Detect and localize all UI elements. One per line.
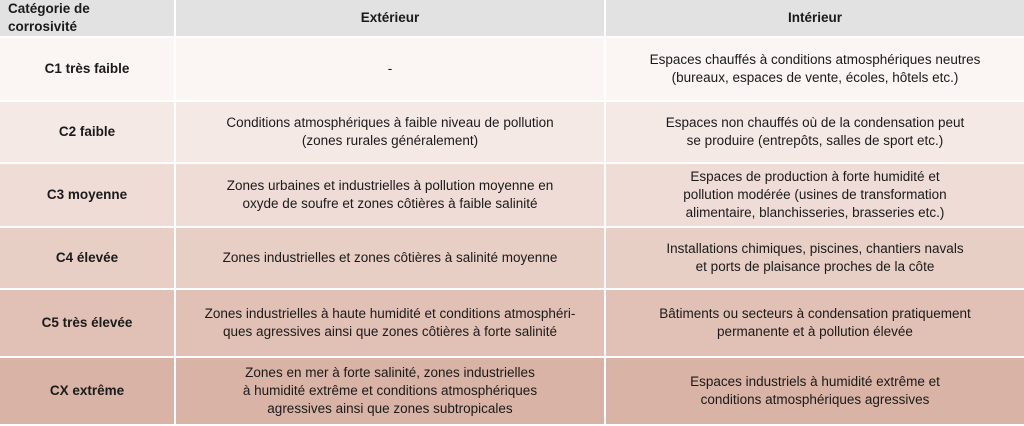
table-row [0, 227, 1024, 289]
interior-cell [605, 163, 1024, 227]
exterior-line: Zones industrielles à haute humidité et conditions atmosphéri- [204, 306, 576, 321]
exterior-cell [175, 227, 605, 289]
header-interior: Intérieur [605, 0, 1024, 37]
interior-line: Espaces chauffés à conditions atmosphériques neutres [649, 52, 981, 67]
interior-line: permanente et à pollution élevée [717, 324, 913, 339]
interior-cell [605, 37, 1024, 101]
header-row [0, 0, 1024, 37]
exterior-line: à humidité extrême et conditions atmosphériques [242, 383, 538, 398]
category-cell: CX extrême [0, 357, 175, 425]
interior-line: Espaces de production à forte humidité et [690, 169, 940, 184]
interior-line: pollution modérée (usines de transformation [683, 187, 947, 202]
interior-line: Installations chimiques, piscines, chantiers navals [666, 241, 964, 256]
table-row [0, 357, 1024, 425]
header-category: Catégorie de corrosivité [0, 0, 175, 37]
category-cell: C5 très élevée [0, 289, 175, 357]
category-cell: C4 élevée [0, 227, 175, 289]
table-header [0, 0, 1024, 37]
interior-line: conditions atmosphériques agressives [700, 392, 930, 407]
exterior-line: Zones urbaines et industrielles à pollution moyenne en [226, 178, 554, 193]
category-cell: C3 moyenne [0, 163, 175, 227]
category-cell: C2 faible [0, 101, 175, 163]
interior-line: Espaces industriels à humidité extrême et [690, 374, 940, 389]
interior-line: alimentaire, blanchisseries, brasseries etc.) [685, 205, 945, 220]
interior-cell [605, 357, 1024, 425]
exterior-cell [175, 101, 605, 163]
header-exterior: Extérieur [175, 0, 605, 37]
interior-cell [605, 289, 1024, 357]
interior-line: Bâtiments ou secteurs à condensation pratiquement [659, 306, 971, 321]
table-row [0, 163, 1024, 227]
exterior-line: Conditions atmosphériques à faible niveau de pollution [226, 115, 554, 130]
interior-cell [605, 101, 1024, 163]
exterior-cell [175, 37, 605, 101]
table-row [0, 101, 1024, 163]
interior-line: Espaces non chauffés où de la condensation peut [665, 115, 965, 130]
exterior-line: oxyde de soufre et zones côtières à faible salinité [242, 196, 538, 211]
exterior-line: Zones en mer à forte salinité, zones industrielles [245, 365, 535, 380]
interior-cell [605, 227, 1024, 289]
exterior-cell [175, 357, 605, 425]
exterior-cell [175, 289, 605, 357]
exterior-line: - [387, 61, 393, 76]
table-body [0, 37, 1024, 425]
interior-line: se produire (entrepôts, salles de sport etc.) [686, 133, 944, 148]
exterior-cell [175, 163, 605, 227]
interior-line: (bureaux, espaces de vente, écoles, hôtels etc.) [671, 70, 959, 85]
exterior-line: Zones industrielles et zones côtières à salinité moyenne [222, 250, 558, 265]
exterior-line: ques agressives ainsi que zones côtières à forte salinité [223, 324, 557, 339]
exterior-line: agressives ainsi que zones subtropicales [267, 401, 513, 416]
interior-line: et ports de plaisance proches de la côte [695, 259, 935, 274]
category-cell: C1 très faible [0, 37, 175, 101]
table-row [0, 289, 1024, 357]
exterior-line: (zones rurales généralement) [301, 133, 479, 148]
table-row [0, 37, 1024, 101]
